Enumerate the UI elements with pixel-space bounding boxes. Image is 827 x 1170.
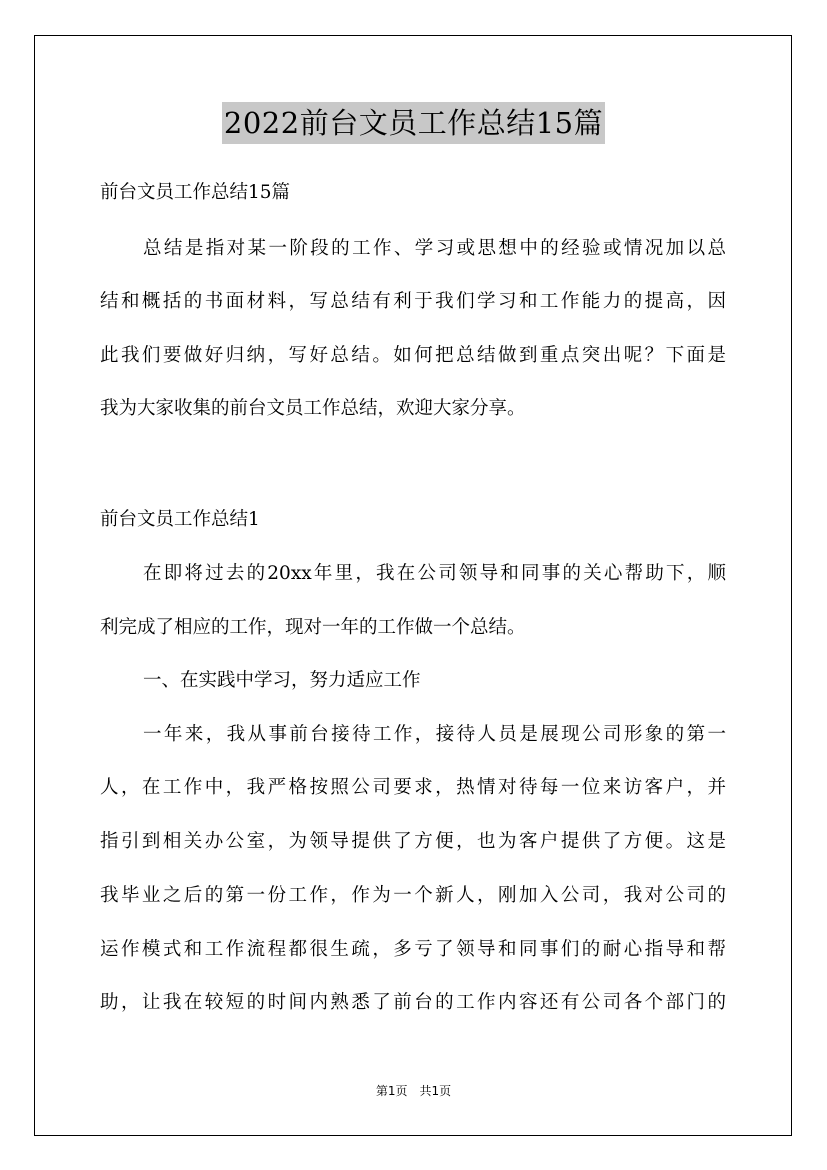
para2-line-3: 指引到相关办公室，为领导提供了方便，也为客户提供了方便。这是 bbox=[100, 831, 726, 852]
subheading: 一、在实践中学习，努力适应工作 bbox=[143, 670, 421, 691]
para2-line-1: 一年来，我从事前台接待工作，接待人员是展现公司形象的第一 bbox=[143, 724, 726, 745]
intro-line-4: 我为大家收集的前台文员工作总结，欢迎大家分享。 bbox=[100, 398, 526, 419]
para2-line-6: 助，让我在较短的时间内熟悉了前台的工作内容还有公司各个部门的 bbox=[100, 992, 726, 1013]
intro-line-1: 总结是指对某一阶段的工作、学习或思想中的经验或情况加以总 bbox=[143, 238, 726, 259]
page-footer: 第1页 共1页 bbox=[375, 1084, 452, 1098]
para1-line-1: 在即将过去的20xx年里，我在公司领导和同事的关心帮助下，顺 bbox=[143, 563, 726, 584]
section-heading: 前台文员工作总结1 bbox=[100, 509, 260, 530]
intro-line-3: 此我们要做好归纳，写好总结。如何把总结做到重点突出呢？下面是 bbox=[100, 345, 726, 366]
para1-line-2: 利完成了相应的工作，现对一年的工作做一个总结。 bbox=[100, 617, 526, 638]
document-title: 2022前台文员工作总结15篇 bbox=[222, 102, 605, 144]
para2-line-5: 运作模式和工作流程都很生疏，多亏了领导和同事们的耐心指导和帮 bbox=[100, 939, 726, 960]
document-title-block bbox=[0, 102, 827, 144]
para2-line-4: 我毕业之后的第一份工作，作为一个新人，刚加入公司，我对公司的 bbox=[100, 885, 726, 906]
document-subtitle: 前台文员工作总结15篇 bbox=[100, 182, 291, 203]
para2-line-2: 人，在工作中，我严格按照公司要求，热情对待每一位来访客户，并 bbox=[100, 777, 726, 798]
intro-line-2: 结和概括的书面材料，写总结有利于我们学习和工作能力的提高，因 bbox=[100, 291, 726, 312]
